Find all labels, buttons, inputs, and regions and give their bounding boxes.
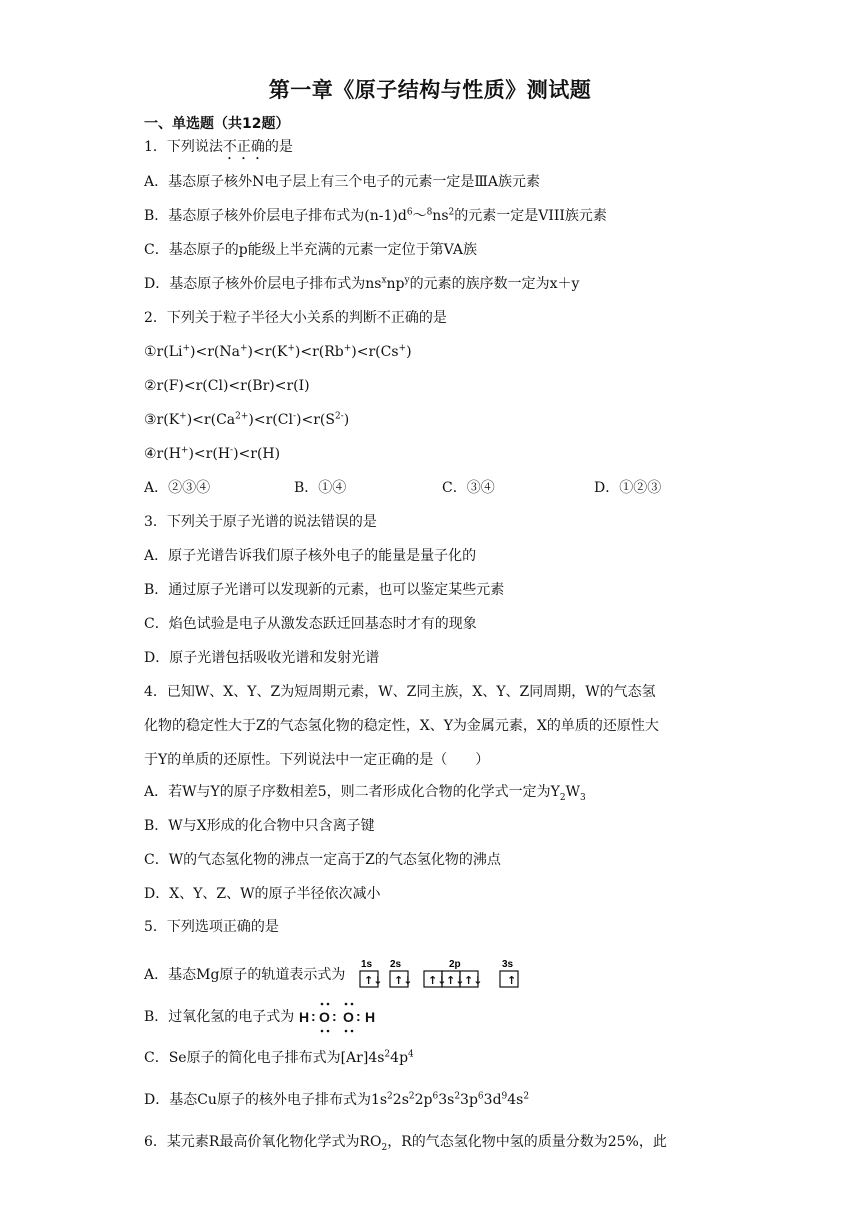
q4-stem-line-3: 于Y的单质的还原性。下列说法中一定正确的是（ ） <box>144 752 490 768</box>
page-title: 第一章《原子结构与性质》测试题 <box>268 78 592 102</box>
electron-formula-h2o2 <box>299 1000 409 1034</box>
q4-stem-line-2: 化物的稳定性大于Z的气态氢化物的稳定性，X、Y为金属元素，X的单质的还原性大 <box>144 718 659 734</box>
q2-option-c: C．③④ <box>442 480 495 496</box>
q6-stem: 6．某元素R最高价氧化物化学式为$RO_2$，R的气态氢化物中氢的质量分数为25%，此 <box>144 1134 667 1153</box>
svg-text:↑↓: ↑↓ <box>427 974 447 987</box>
orbital-label-2s: 2s <box>389 959 401 970</box>
noble-gas-core: [Ar] <box>340 1050 369 1066</box>
svg-text:↑↓: ↑↓ <box>445 974 465 987</box>
q3-option-d: D．原子光谱包括吸收光谱和发射光谱 <box>144 650 380 666</box>
bond-pair: : <box>331 1008 337 1024</box>
q4-option-d: D．X、Y、Z、W的原子半径依次减小 <box>144 886 381 902</box>
svg-text:↑↓: ↑↓ <box>363 974 383 987</box>
q1-option-c: C．基态原子的p能级上半充满的元素一定位于第VA族 <box>144 242 477 258</box>
orbital-diagram <box>352 958 562 992</box>
q5-option-b: B．过氧化氢的电子式为 H : O : O : H <box>144 1000 409 1034</box>
q2-stem: 2．下列关于粒子半径大小关系的判断不正确的是 <box>144 310 447 326</box>
q1-option-d: D．基态原子核外价层电子排布式为$ns^xnp^y$的元素的族序数一定为x＋y <box>144 275 580 292</box>
atom-o: O <box>342 1009 354 1025</box>
atom-o: O <box>318 1009 330 1025</box>
q2-statement-3: $③r(K^+)<r(Ca^{2+})<r(Cl^-)<r(S^{2-})$ <box>144 411 350 428</box>
orbital-label-1s: 1s <box>360 959 372 970</box>
q5-option-d: D．基态Cu原子的核外电子排布式为$1s^22s^22p^63s^23p^63d^94s^2$ <box>144 1091 530 1108</box>
atom-h: H <box>298 1009 309 1025</box>
q4-option-b: B．W与X形成的化合物中只含离子键 <box>144 818 375 834</box>
q1-option-b: B．基态原子核外价层电子排布式为$(n-1)d^6\sim^8ns^2$的元素一定是VIII族元素 <box>144 207 607 224</box>
q1-stem: 1．下列说法不正确的是 <box>144 139 293 155</box>
q3-option-a: A．原子光谱告诉我们原子核外电子的能量是量子化的 <box>144 548 477 564</box>
svg-text:↑↓: ↑↓ <box>463 974 483 987</box>
orbital-label-2p: 2p <box>448 959 461 970</box>
q4-option-a: A．若W与Y的原子序数相差5，则二者形成化合物的化学式一定为$Y_2W_3$ <box>144 784 586 803</box>
orbital-label-3s: 3s <box>501 959 513 970</box>
section-heading: 一、单选题（共12题） <box>144 116 290 132</box>
svg-text:↑: ↑ <box>506 974 517 987</box>
q1-option-a: A．基态原子核外N电子层上有三个电子的元素一定是ⅢA族元素 <box>144 174 540 190</box>
bond-pair: : <box>355 1008 361 1024</box>
q4-option-c: C．W的气态氢化物的沸点一定高于Z的气态氢化物的沸点 <box>144 852 501 868</box>
q2-option-a: A．②③④ <box>144 480 211 496</box>
q3-stem: 3．下列关于原子光谱的说法错误的是 <box>144 514 377 530</box>
q2-option-d: D．①②③ <box>594 480 662 496</box>
atom-h: H <box>364 1009 375 1025</box>
q5-option-a: A．基态Mg原子的轨道表示式为 1s 2s 2p 3s ↑↓ ↑↓ ↑↓ ↑↓ ↑↓ ↑ <box>144 958 562 992</box>
q3-option-b: B．通过原子光谱可以发现新的元素，也可以鉴定某些元素 <box>144 582 505 598</box>
q5-option-c: C．Se原子的简化电子排布式为$[Ar]4s^24p^4$ <box>144 1049 414 1066</box>
q2-statement-1: ①r(Li+)<r(Na+)<r(K+)<r(Rb+)<r(Cs+) <box>144 343 412 360</box>
q2-statement-4: ④r(H+)<r(H-)<r(H) <box>144 445 281 462</box>
q4-stem-line-1: 4．已知W、X、Y、Z为短周期元素，W、Z同主族，X、Y、Z同周期，W的气态氢 <box>144 684 656 700</box>
q5-stem: 5．下列选项正确的是 <box>144 919 279 935</box>
svg-text:↑↓: ↑↓ <box>393 974 413 987</box>
q2-option-b: B．①④ <box>294 480 347 496</box>
q3-option-c: C．焰色试验是电子从激发态跃迁回基态时才有的现象 <box>144 616 477 632</box>
bond-pair: : <box>310 1008 316 1024</box>
q2-statement-2: ②r(F)<r(Cl)<r(Br)<r(I) <box>144 378 310 394</box>
